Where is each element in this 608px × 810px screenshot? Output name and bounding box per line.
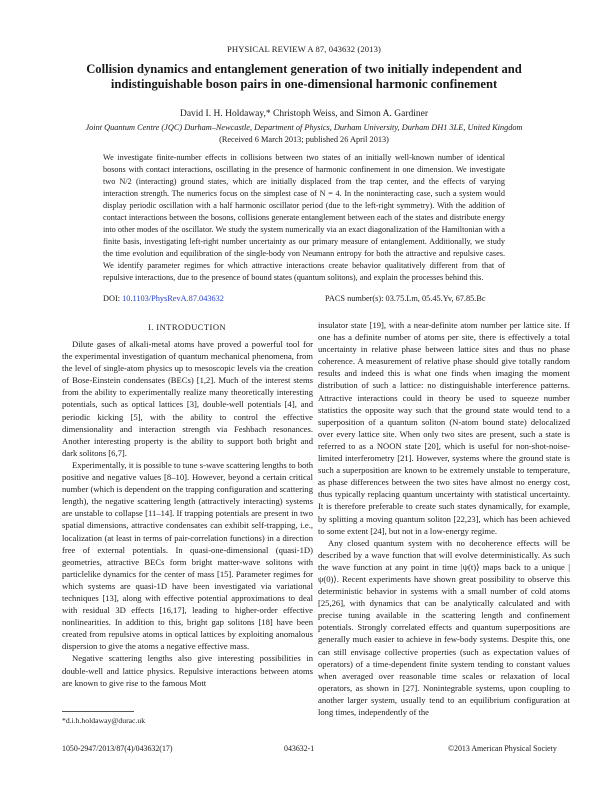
footer-issn: 1050-2947/2013/87(4)/043632(17) <box>62 744 173 753</box>
doi-line <box>103 294 224 303</box>
body-paragraph: Negative scattering lengths also give interesting possibilities in double-well and lattice physics. Repulsive interactions between atoms are known to give rise to the famous Mott <box>62 653 313 688</box>
footnote-rule <box>62 711 134 712</box>
pacs-numbers: PACS number(s): 03.75.Lm, 05.45.Yv, 67.85.Bc <box>325 294 486 303</box>
body-paragraph: Dilute gases of alkali-metal atoms have proved a powerful tool for the experimental investigation of quantum mechanical phenomena, from the level of single-atom physics up to mesoscopic levels via the creation of Bose-Einstein condensates (BECs) [1,2]. Much of the interest stems from the ability to experimentally realize many theoretically interesting potentials, such as optical lattices [3], double-well potentials [4], and periodic kicking [5], with the ability to control the effective dimensionality and interaction strength via Feshbach resonances. Another interesting property is the ability to support both bright and dark solitons [6,7]. <box>62 339 313 458</box>
footer-copyright: ©2013 American Physical Society <box>448 744 557 753</box>
abstract: We investigate finite-number effects in collisions between two states of an initially well-known number of identical bosons with contact interactions, oscillating in the presence of harmonic confinement in one dimension. We investigate two N/2 (interacting) ground states, which are initially displaced from the trap center, and the effects of varying interaction strength. The numerics focus on the simplest case of N = 4. In the noninteracting case, such a system would display periodic oscillation with a half harmonic oscillator period (due to the left-right symmetry). With the addition of contact interactions between the bosons, collisions generate entanglement between each of the states and distribute energy into other modes of the oscillator. We study the system numerically via an exact diagonalization of the Hamiltonian with a finite basis, investigating left-right number uncertainty as our primary measure of entanglement. Additionally, we study the time evolution and equilibration of the single-body von Neumann entropy for both the attractive and repulsive cases. We identify parameter regimes for which attractive interactions create behavior qualitatively different from that of repulsive interactions, due to the presence of bound states (quantum solitons), and explain the processes behind this. <box>103 153 505 282</box>
body-paragraph: insulator state [19], with a near-definite atom number per lattice site. If one has a definite number of atoms per site, there is effectively a total uncertainty in relative phase between lattice sites and thus no phase coherence. A measurement of relative phase should give totally random results and indeed this is what one finds when imaging the moment distribution of such a lattice: no distinguishable interference patterns. Attractive interactions could in theory be used to squeeze number statistics the opposite way such that the ground state would tend to a superposition of a quantum soliton (N-atom bound state) delocalized over every lattice site. When only two sites are present, such a state is referred to as a NOON state [20], which is useful for non-shot-noise-limited interferometry [21]. However, systems where the ground state is such a superposition are known to be extremely unstable to temperature, as phase differences between the two sites have almost no energy cost, thus typically replacing quantum uncertainty with statistical uncertainty. It is therefore preferable to create such states dynamically, for example, by splitting a moving quantum soliton [22,23], which has been achieved to some extent [24], but not in a low-energy regime. <box>318 320 570 536</box>
body-paragraph: Any closed quantum system with no decoherence effects will be described by a wave function that will evolve deterministically. As such the wave function at any point in time |ψ(t)⟩ maps back to a unique |ψ(0)⟩. Recent experiments have shown great possibility to observe this deterministic behavior in systems with a small number of cold atoms [25,26], with dynamics that can be analytically calculated and with precise tuning available in the scattering length and confinement potentials. Strongly correlated effects and quantum superpositions are generally much easier to achieve in few-body systems. Despite this, one can still envisage collective properties (such as expectation values of operators) of a time-dependent finite system tending to constant values when averaged over reasonable time scales or relaxation of local operators, as shown in [27]. Nonintegrable systems, upon coupling to another larger system, usually tend to an equilibrium configuration at long times, independently of the <box>318 537 570 717</box>
journal-header: PHYSICAL REVIEW A 87, 043632 (2013) <box>227 44 381 54</box>
section-heading: I. INTRODUCTION <box>147 322 227 332</box>
author-list: David I. H. Holdaway,* Christoph Weiss, and Simon A. Gardiner <box>179 109 429 119</box>
left-column <box>62 338 313 689</box>
body-paragraph: Experimentally, it is possible to tune s-wave scattering lengths to both positive and negative values [8–10]. However, beyond a certain critical number (which is dependent on the trapping configuration and scattering length), the negative scattering length (attractively interacting) systems are unstable to collapse [11–14]. If trapping potentials are present in two spatial dimensions, attractive condensates can exhibit self-trapping, i.e., localization (at least in terms of pair-correlation functions) in a direction free of external potentials. In quasi-one-dimensional (quasi-1D) geometries, attractive BECs form bright matter-wave solitons with particlelike dynamics for the center of mass [15]. Parameter regimes for which systems are quasi-1D have been investigated via variational techniques [13], along with effective potential approximations to deal with residual 3D effects [16,17], leading to higher-order effective nonlinearities. In addition to this, bright gap solitons [18] have been created from repulsive atoms in optical lattices by exploiting anomalous dispersion to give the atoms a negative effective mass. <box>62 459 313 652</box>
footnote-email: *d.i.h.holdaway@durac.uk <box>62 716 146 725</box>
doi-label: DOI: <box>103 294 123 303</box>
affiliation: Joint Quantum Centre (JQC) Durham–Newcastle, Department of Physics, Durham University, Durham DH1 3LE, United Kingdom <box>85 123 523 132</box>
received-dates: (Received 6 March 2013; published 26 April 2013) <box>219 135 389 144</box>
footer-page-number: 043632-1 <box>284 744 315 753</box>
right-column <box>318 319 570 718</box>
doi-link[interactable]: 10.1103/PhysRevA.87.043632 <box>122 294 224 303</box>
paper-title: Collision dynamics and entanglement generation of two initially independent and indistinguishable boson pairs in one-dimensional harmonic confinement <box>86 62 522 91</box>
